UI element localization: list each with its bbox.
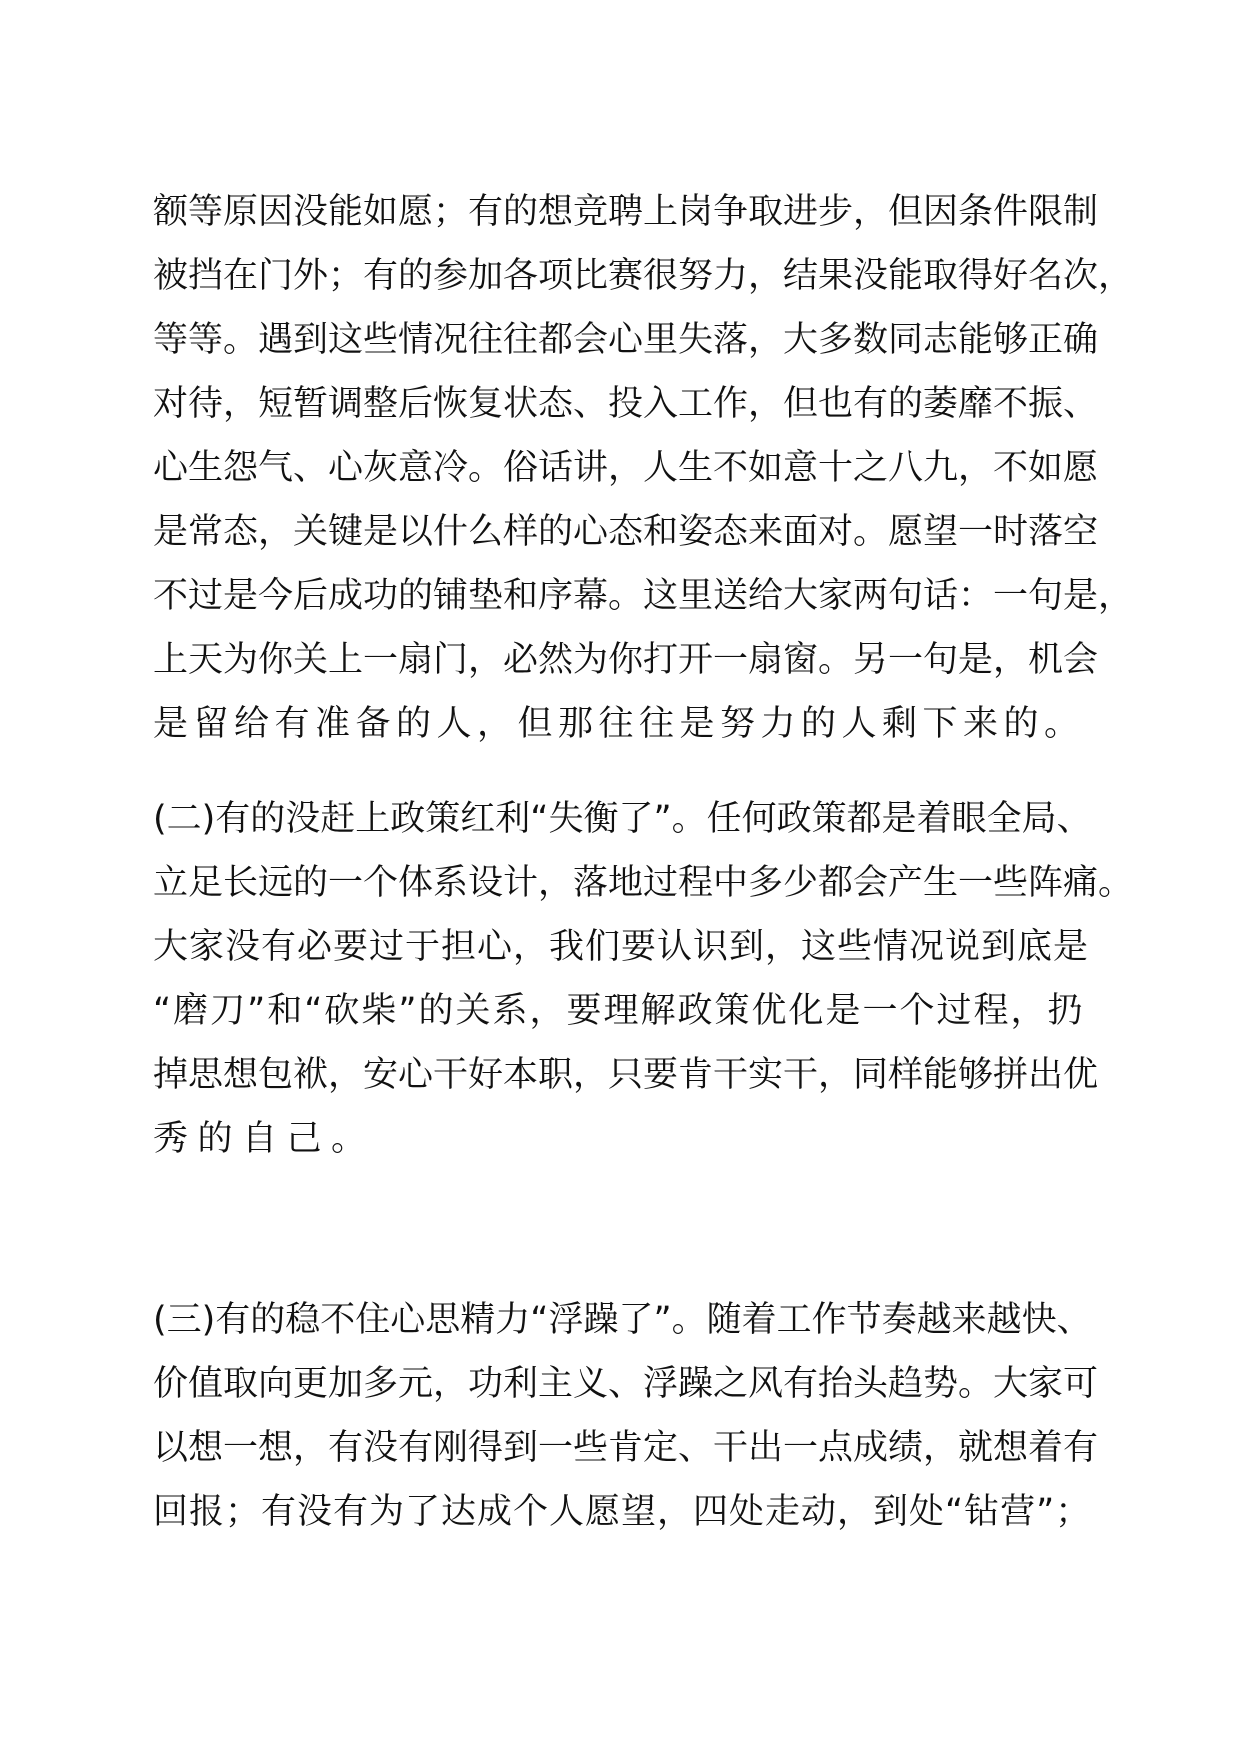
text-line: 掉思想包袱，安心干好本职，只要肯干实干，同样能够拼出优 — [153, 1055, 1099, 1095]
text-line: 是常态，关键是以什么样的心态和姿态来面对。愿望一时落空 — [153, 512, 1099, 552]
text-line: 上天为你关上一扇门，必然为你打开一扇窗。另一句是，机会 — [153, 640, 1099, 680]
text-line: 等等。遇到这些情况往往都会心里失落，大多数同志能够正确 — [153, 320, 1099, 360]
text-line: 以想一想，有没有刚得到一些肯定、干出一点成绩，就想着有 — [153, 1428, 1099, 1468]
body-paragraph — [153, 180, 1134, 756]
text-line: 额等原因没能如愿；有的想竞聘上岗争取进步，但因条件限制 — [153, 192, 1099, 232]
text-line: 大家没有必要过于担心，我们要认识到，这些情况说到底是 — [153, 927, 1090, 967]
section-heading-line: (二)有的没赶上政策红利“失衡了”。任何政策都是着眼全局、 — [153, 799, 1092, 839]
section-paragraph-3 — [153, 1288, 1099, 1544]
section-paragraph-2 — [153, 787, 1134, 1171]
text-line: “磨刀”和“砍柴”的关系，要理解政策优化是一个过程，扔 — [153, 991, 1085, 1031]
text-line: 对待，短暂调整后恢复状态、投入工作，但也有的萎靡不振、 — [153, 384, 1099, 424]
text-line: 是留给有准备的人，但那往往是努力的人剩下来的。 — [153, 704, 1085, 744]
text-line: 秀的自己。 — [153, 1119, 376, 1159]
section-heading-line: (三)有的稳不住心思精力“浮躁了”。随着工作节奏越来越快、 — [153, 1300, 1092, 1340]
text-line: 心生怨气、心灰意冷。俗话讲，人生不如意十之八九，不如愿 — [153, 448, 1099, 488]
text-line: 回报；有没有为了达成个人愿望，四处走动，到处“钻营”； — [153, 1492, 1092, 1532]
text-line: 不过是今后成功的铺垫和序幕。这里送给大家两句话：一句是， — [153, 576, 1134, 616]
text-line: 价值取向更加多元，功利主义、浮躁之风有抬头趋势。大家可 — [153, 1364, 1099, 1404]
text-line: 立足长远的一个体系设计，落地过程中多少都会产生一些阵痛。 — [153, 863, 1134, 903]
text-line: 被挡在门外；有的参加各项比赛很努力，结果没能取得好名次， — [153, 256, 1134, 296]
